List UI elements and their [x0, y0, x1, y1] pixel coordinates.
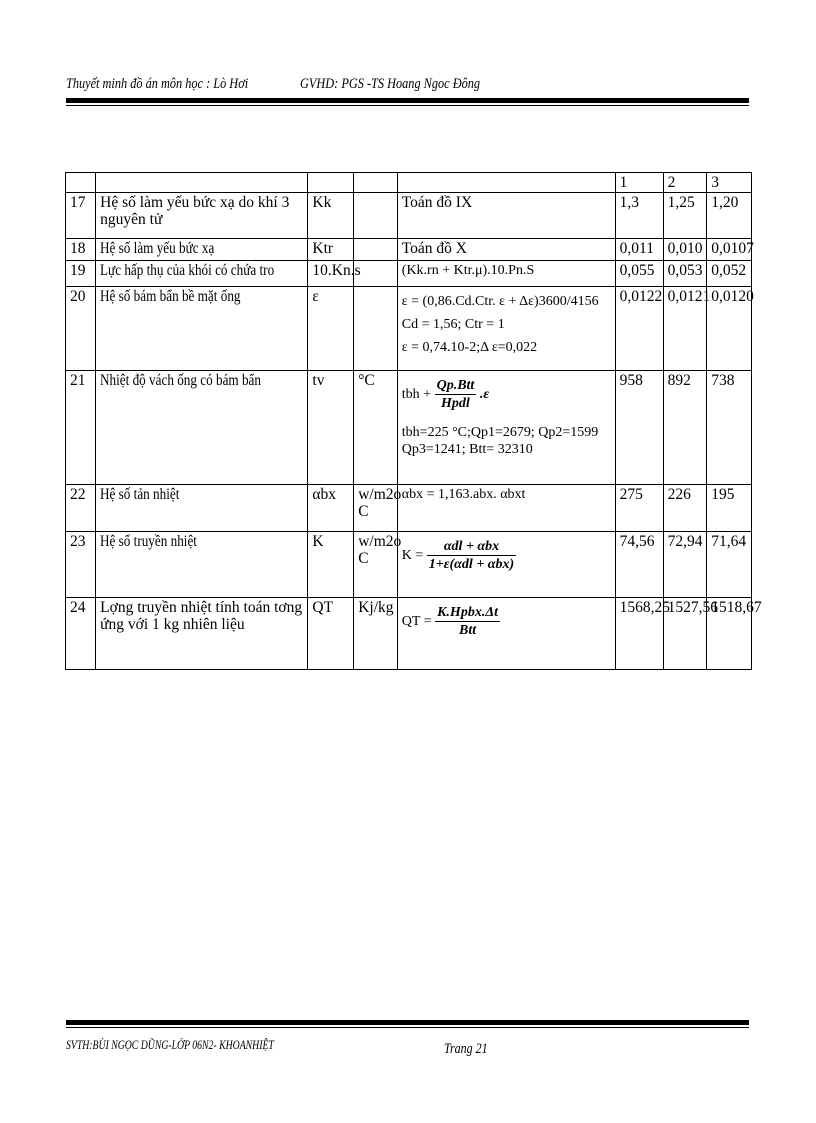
formula-line: ε = (0,86.Cd.Ctr. ε + Δε)3600/4156 — [401, 294, 599, 309]
formula-line: Toán đồ X — [401, 240, 467, 257]
row-unit: °C — [354, 371, 398, 485]
row-value-2: 0,010 — [663, 239, 707, 261]
header-title: Thuyết minh đồ án môn học : Lò Hơi — [66, 76, 249, 92]
row-name-text: Hệ số bám bẩn bề mặt ống — [100, 288, 241, 305]
fraction-numerator: K.Hpbx.Δt — [437, 605, 498, 620]
formula-fraction — [435, 377, 477, 412]
row-value-2: 1527,56 — [663, 598, 707, 670]
table-row — [66, 287, 752, 371]
formula-expression — [401, 539, 516, 572]
formula-line: ε = 0,74.10-2;Δ ε=0,022 — [401, 340, 538, 355]
row-symbol: αbx — [308, 485, 354, 532]
row-number: 23 — [66, 532, 96, 598]
data-table — [65, 172, 762, 670]
table-row — [66, 598, 752, 670]
footer-rule-thin — [66, 1027, 749, 1028]
table-row — [66, 371, 752, 485]
row-unit: w/m2o C — [354, 532, 398, 598]
row-name-text: Hệ số truyền nhiệt — [100, 533, 198, 550]
row-value-2: 72,94 — [663, 532, 707, 598]
row-name — [96, 287, 308, 371]
row-value-1: 958 — [615, 371, 663, 485]
footer-page-number: Trang 21 — [444, 1041, 488, 1057]
table-header-row — [66, 173, 752, 193]
row-formula — [397, 239, 615, 261]
row-formula — [397, 598, 615, 670]
row-unit: Kj/kg — [354, 598, 398, 670]
row-name: Hệ số làm yếu bức xạ do khí 3 nguyên tử — [96, 193, 308, 239]
row-unit: w/m2o C — [354, 485, 398, 532]
row-value-1: 275 — [615, 485, 663, 532]
row-value-1: 1568,25 — [615, 598, 663, 670]
footer-rule-thick — [66, 1020, 749, 1025]
row-unit — [354, 287, 398, 371]
formula-line: Cd = 1,56; Ctr = 1 — [401, 317, 505, 332]
row-unit — [354, 239, 398, 261]
formula-prefix: K = — [401, 547, 424, 563]
row-name — [96, 532, 308, 598]
formula-expression — [401, 605, 500, 638]
row-name — [96, 371, 308, 485]
formula-prefix: tbh + — [401, 386, 432, 402]
header-cell-1: 1 — [615, 173, 663, 193]
row-value-3: 1,20 — [707, 193, 752, 239]
row-formula — [397, 287, 615, 371]
row-value-3: 195 — [707, 485, 752, 532]
row-formula — [397, 371, 615, 485]
row-value-2: 892 — [663, 371, 707, 485]
row-formula — [397, 261, 615, 287]
row-number: 24 — [66, 598, 96, 670]
formula-fraction — [427, 538, 516, 573]
row-value-3: 71,64 — [707, 532, 752, 598]
header-cell — [308, 173, 354, 193]
row-number: 17 — [66, 193, 96, 239]
table-row — [66, 239, 752, 261]
row-symbol: K — [308, 532, 354, 598]
row-value-3: 1518,67 — [707, 598, 752, 670]
row-value-2: 0,053 — [663, 261, 707, 287]
row-name-text: Lực hấp thụ của khói có chứa tro — [100, 262, 275, 279]
formula-fraction — [435, 604, 500, 639]
row-symbol: QT — [308, 598, 354, 670]
row-symbol: Ktr — [308, 239, 354, 261]
row-value-1: 74,56 — [615, 532, 663, 598]
header-cell — [397, 173, 615, 193]
formula-prefix: QT = — [401, 613, 432, 629]
fraction-denominator: Btt — [458, 623, 477, 638]
formula-line: αbx = 1,163.abx. αbxt — [401, 487, 526, 502]
row-unit — [354, 193, 398, 239]
fraction-denominator: Hpdl — [441, 396, 470, 411]
header-rule-thick — [66, 98, 749, 103]
footer-student: SVTH:BÙI NGỌC DŨNG-LỚP 06N2- KHOANHIỆT — [66, 1037, 274, 1052]
formula-line: Qp3=1241; Btt= 32310 — [401, 442, 533, 457]
row-number: 21 — [66, 371, 96, 485]
header-cell-2: 2 — [663, 173, 707, 193]
row-value-3: 0,0107 — [707, 239, 752, 261]
formula-line: Toán đồ IX — [401, 194, 473, 211]
row-number: 20 — [66, 287, 96, 371]
row-symbol: Kk — [308, 193, 354, 239]
formula-suffix: .ε — [479, 386, 490, 402]
row-name — [96, 239, 308, 261]
row-symbol: 10.Kn.s — [308, 261, 354, 287]
row-value-1: 0,055 — [615, 261, 663, 287]
row-value-2: 1,25 — [663, 193, 707, 239]
table-row — [66, 193, 752, 239]
row-name-text: Hệ số tản nhiệt — [100, 486, 180, 503]
row-value-3: 0,052 — [707, 261, 752, 287]
row-symbol: ε — [308, 287, 354, 371]
row-value-1: 0,011 — [615, 239, 663, 261]
row-formula — [397, 193, 615, 239]
row-symbol: tv — [308, 371, 354, 485]
row-value-2: 0,0121 — [663, 287, 707, 371]
row-value-3: 0,0120 — [707, 287, 752, 371]
header-supervisor: GVHD: PGS -TS Hoang Ngoc Đông — [300, 76, 481, 92]
table-row — [66, 261, 752, 287]
header-cell — [66, 173, 96, 193]
table-row — [66, 532, 752, 598]
table-row — [66, 485, 752, 532]
row-name-text: Nhiệt độ vách ống có bám bẩn — [100, 372, 262, 389]
row-formula — [397, 485, 615, 532]
formula-expression — [401, 378, 490, 411]
header-cell-3: 3 — [707, 173, 752, 193]
row-value-2: 226 — [663, 485, 707, 532]
header-rule-thin — [66, 105, 749, 106]
header-cell — [96, 173, 308, 193]
row-value-1: 1,3 — [615, 193, 663, 239]
formula-line: (Kk.rn + Ktr.μ).10.Pn.S — [401, 263, 535, 278]
row-number: 18 — [66, 239, 96, 261]
row-value-1: 0,0122 — [615, 287, 663, 371]
row-formula — [397, 532, 615, 598]
row-name — [96, 485, 308, 532]
fraction-numerator: αdl + αbx — [427, 538, 516, 556]
formula-line: tbh=225 °C;Qp1=2679; Qp2=1599 — [401, 425, 599, 440]
row-number: 22 — [66, 485, 96, 532]
row-name-text: Hệ số làm yếu bức xạ — [100, 240, 215, 257]
row-name: Lợng truyền nhiệt tính toán tơng ứng với 1 kg nhiên liệu — [96, 598, 308, 670]
row-value-3: 738 — [707, 371, 752, 485]
fraction-denominator: 1+ε(αdl + αbx) — [428, 557, 515, 572]
fraction-numerator: Qp.Btt — [436, 378, 475, 393]
row-name — [96, 261, 308, 287]
header-cell — [354, 173, 398, 193]
row-number: 19 — [66, 261, 96, 287]
